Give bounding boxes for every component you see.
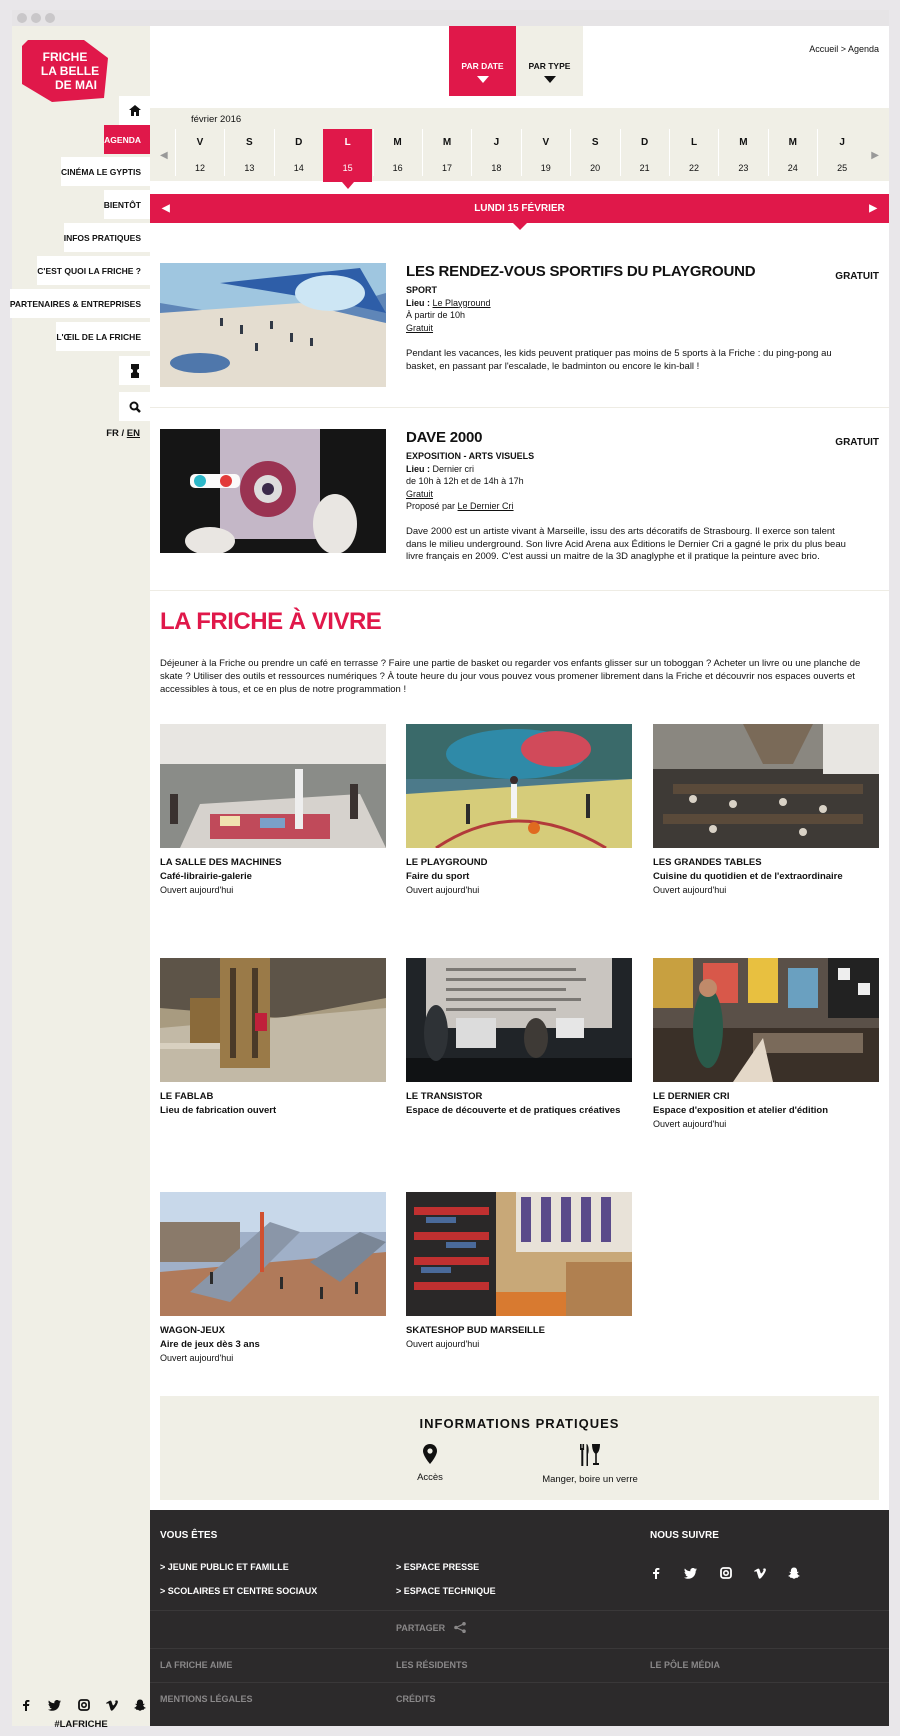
place-name[interactable]: LES GRANDES TABLES (653, 857, 762, 868)
footer-divider (150, 1648, 889, 1649)
place-subtitle: Aire de jeux dès 3 ans (160, 1339, 260, 1350)
vimeo-icon[interactable] (754, 1566, 766, 1584)
event-title[interactable]: LES RENDEZ-VOUS SPORTIFS DU PLAYGROUND (406, 263, 756, 280)
calendar-day-number: 12 (194, 163, 205, 173)
event-title[interactable]: DAVE 2000 (406, 429, 483, 446)
calendar-day[interactable] (817, 129, 866, 176)
calendar-day[interactable] (768, 129, 817, 176)
calendar-day-letter: M (739, 137, 748, 148)
event-time: de 10h à 12h et de 14h à 17h (406, 476, 524, 486)
divider (150, 590, 889, 591)
calendar-day-letter: V (196, 137, 204, 148)
calendar-day[interactable] (175, 129, 224, 176)
event-free-link[interactable]: Gratuit (406, 488, 434, 499)
section-title: LA FRICHE À VIVRE (160, 608, 382, 635)
share-label: PARTAGER (396, 1623, 446, 1633)
event-free-link[interactable]: Gratuit (406, 322, 434, 333)
calendar-day-letter: M (788, 137, 797, 148)
place-status: Ouvert aujourd'hui (160, 1353, 234, 1363)
place-image[interactable] (653, 958, 879, 1082)
sidebar-item-agenda[interactable]: AGENDA (104, 125, 150, 154)
place-card[interactable] (653, 724, 879, 895)
place-status: Ouvert aujourd'hui (160, 885, 234, 895)
calendar-day-number: 18 (491, 163, 502, 173)
logo[interactable] (22, 40, 108, 102)
place-subtitle: Cuisine du quotidien et de l'extraordinaire (653, 871, 843, 882)
info-title: INFORMATIONS PRATIQUES (419, 1416, 620, 1431)
event-meta (406, 284, 491, 334)
place-name[interactable]: LE TRANSISTOR (406, 1091, 483, 1102)
calendar-day-number: 25 (837, 163, 848, 173)
place-subtitle: Café-librairie-galerie (160, 871, 252, 882)
calendar-day-number: 14 (293, 163, 304, 173)
calendar-day[interactable] (373, 129, 422, 176)
calendar-day-letter: M (393, 137, 402, 148)
twitter-icon[interactable] (684, 1566, 697, 1584)
sidebar-item-oeil[interactable]: L'ŒIL DE LA FRICHE (56, 322, 150, 351)
calendar-day-number: 20 (590, 163, 601, 173)
place-name[interactable]: SKATESHOP BUD MARSEILLE (406, 1325, 545, 1336)
calendar-day[interactable] (669, 129, 718, 176)
footer-divider (150, 1682, 889, 1683)
place-name[interactable]: LA SALLE DES MACHINES (160, 857, 282, 868)
instagram-icon[interactable] (78, 1698, 90, 1716)
footer-link-presse[interactable]: > ESPACE PRESSE (396, 1562, 480, 1572)
selected-day-bar (150, 194, 889, 223)
place-subtitle: Espace d'exposition et atelier d'édition (653, 1105, 829, 1116)
place-image[interactable] (406, 1192, 632, 1316)
footer-link-mentions[interactable]: MENTIONS LÉGALES (160, 1694, 253, 1704)
logo-line2: LA BELLE (40, 64, 100, 78)
footer-link-scolaires[interactable]: > SCOLAIRES ET CENTRE SOCIAUX (160, 1586, 318, 1596)
calendar-day[interactable] (620, 129, 669, 176)
place-image[interactable] (653, 724, 879, 848)
calendar-day[interactable] (224, 129, 273, 176)
calendar-day-letter: L (690, 137, 698, 148)
vimeo-icon[interactable] (106, 1698, 118, 1716)
ticket-button[interactable] (119, 356, 150, 385)
calendar-day-letter: L (344, 137, 351, 148)
calendar-day[interactable] (323, 129, 372, 182)
place-card[interactable] (406, 724, 632, 895)
divider (150, 407, 889, 408)
calendar-day-number: 24 (787, 163, 798, 173)
day-prev-icon[interactable]: ◀ (162, 203, 170, 214)
window-chrome (12, 10, 889, 26)
event-description: Dave 2000 est un artiste vivant à Marseille, issu des arts décoratifs de Strasbourg. Il exerce son talent dans le milieu underground. Son livre Acid Arena aux Éditions le Dernier Cri a gagné le prix du plus beau livre français en 2009. C'est aussi un maitre de la 3D anaglyphe et il pratique la peinture avec brio. (406, 526, 846, 562)
place-card[interactable] (160, 1192, 386, 1363)
sidebar (9, 26, 150, 1730)
event-price: GRATUIT (835, 437, 879, 448)
manger-label: Manger, boire un verre (542, 1474, 638, 1485)
info-box (160, 1396, 879, 1500)
search-icon (129, 401, 141, 413)
calendar-day[interactable] (422, 129, 471, 176)
calendar-day-number: 17 (441, 163, 452, 173)
sidebar-item-bientot[interactable]: BIENTÔT (104, 190, 150, 219)
calendar-prev-icon[interactable]: ◀ (160, 150, 168, 161)
logo-line3: DE MAI (55, 78, 97, 92)
lang-sep: / (118, 428, 127, 439)
event-category: EXPOSITION - ARTS VISUELS (406, 451, 535, 461)
main-content (150, 26, 889, 1726)
hashtag[interactable]: #LAFRICHE (54, 1719, 108, 1730)
calendar-month: février 2016 (191, 114, 242, 125)
calendar-day-letter: D (640, 137, 649, 148)
share-icon (454, 1622, 466, 1633)
breadcrumb[interactable]: Accueil > Agenda (809, 44, 879, 54)
place-status: Ouvert aujourd'hui (406, 1339, 480, 1349)
place-name[interactable]: LE FABLAB (160, 1091, 214, 1102)
selected-day-label: LUNDI 15 FÉVRIER (474, 203, 565, 214)
chevron-down-icon (544, 76, 556, 83)
footer-link-technique[interactable]: > ESPACE TECHNIQUE (396, 1586, 496, 1596)
lieu-label: Lieu : (406, 463, 433, 474)
location-pin-icon (423, 1444, 437, 1464)
event-time: À partir de 10h (406, 310, 466, 320)
place-subtitle: Faire du sport (406, 871, 470, 882)
event-proposed-link[interactable]: Le Dernier Cri (457, 501, 514, 511)
acces-label: Accès (417, 1472, 443, 1483)
place-image[interactable] (160, 724, 386, 848)
calendar-day-letter: V (542, 137, 550, 148)
event-image-dave2000[interactable] (160, 429, 386, 553)
minimize-dot[interactable] (31, 13, 41, 23)
close-dot[interactable] (17, 13, 27, 23)
calendar-day-number: 13 (244, 163, 255, 173)
event-meta (406, 450, 534, 513)
calendar-strip (150, 108, 889, 181)
event-description: Pendant les vacances, les kids peuvent pratiquer pas moins de 5 sports à la Friche : du ping-pong au basket, en passant par l'escalade, le badminton ou encore le kin-ball ! (406, 348, 832, 372)
place-card[interactable] (160, 724, 386, 895)
snapchat-icon[interactable] (134, 1698, 146, 1716)
footer-link-jeune[interactable]: > JEUNE PUBLIC ET FAMILLE (160, 1562, 289, 1572)
language-switch (106, 428, 140, 439)
section-intro: Déjeuner à la Friche ou prendre un café en terrasse ? Faire une partie de basket ou regarder vos enfants glisser sur un toboggan ? Acheter un livre ou une planche de skate ? Utiliser des outils et ressources numériques ? À toute heure du jour vous pouvez vous promener librement dans la Friche et découvrir nos espaces ouverts et accessibles à tous, et ce en plus de notre programmation ! (160, 658, 861, 695)
place-card[interactable] (160, 958, 386, 1119)
footer-nous-suivre: NOUS SUIVRE (650, 1530, 719, 1541)
calendar-day[interactable] (521, 129, 570, 176)
logo-line1: FRICHE (42, 50, 88, 64)
filter-type-label: PAR TYPE (528, 61, 571, 71)
place-image[interactable] (160, 1192, 386, 1316)
day-next-icon[interactable]: ▶ (869, 203, 877, 214)
event-image-playground[interactable] (160, 263, 386, 387)
cutlery-glass-icon (578, 1444, 602, 1466)
calendar-day[interactable] (570, 129, 619, 176)
footer-link-credits[interactable]: CRÉDITS (396, 1694, 436, 1704)
place-status: Ouvert aujourd'hui (406, 885, 480, 895)
place-name[interactable]: LE DERNIER CRI (653, 1091, 730, 1102)
calendar-day-letter: D (295, 137, 303, 148)
place-card[interactable] (406, 958, 632, 1119)
search-button[interactable] (119, 392, 150, 421)
footer-link-residents[interactable]: LES RÉSIDENTS (396, 1660, 468, 1670)
facebook-icon[interactable] (650, 1566, 662, 1584)
browser-window (9, 10, 889, 1730)
calendar-day-number: 23 (738, 163, 749, 173)
place-name[interactable]: WAGON-JEUX (160, 1325, 225, 1336)
chevron-down-icon (477, 76, 489, 83)
sidebar-item-quoi[interactable]: C'EST QUOI LA FRICHE ? (37, 256, 150, 285)
calendar-day-letter: J (493, 137, 500, 148)
event-category: SPORT (406, 285, 438, 295)
instagram-icon[interactable] (720, 1566, 732, 1584)
calendar-day-letter: S (246, 137, 253, 148)
share-button[interactable] (396, 1622, 466, 1633)
event-price: GRATUIT (835, 271, 879, 282)
calendar-day-number: 22 (688, 163, 699, 173)
place-subtitle: Lieu de fabrication ouvert (160, 1105, 277, 1116)
calendar-day-number: 16 (392, 163, 403, 173)
facebook-icon[interactable] (20, 1698, 32, 1716)
home-button[interactable] (119, 96, 150, 125)
footer-link-aime[interactable]: LA FRICHE AIME (160, 1660, 233, 1670)
calendar-day-number: 15 (342, 163, 353, 173)
proposed-label: Proposé par (406, 501, 458, 511)
filter-date-label: PAR DATE (461, 61, 504, 71)
place-status: Ouvert aujourd'hui (653, 885, 727, 895)
filter-par-type[interactable] (516, 26, 583, 96)
lieu-label: Lieu : (406, 297, 433, 308)
calendar-day-number: 21 (639, 163, 650, 173)
acces-link[interactable] (400, 1444, 460, 1483)
calendar-day-letter: J (839, 137, 845, 148)
lang-fr[interactable]: FR (106, 428, 119, 439)
place-card[interactable] (406, 1192, 632, 1349)
calendar-day-letter: S (591, 137, 599, 148)
footer-vous-etes: VOUS ÊTES (160, 1530, 218, 1541)
lang-en[interactable]: EN (126, 428, 140, 439)
calendar-day-letter: M (442, 137, 452, 148)
twitter-icon[interactable] (48, 1698, 61, 1716)
filter-par-date[interactable] (449, 26, 516, 96)
snapchat-icon[interactable] (788, 1566, 800, 1584)
sidebar-social (18, 1698, 148, 1716)
event-lieu-link[interactable]: Le Playground (432, 297, 491, 308)
sidebar-item-partenaires[interactable]: PARTENAIRES & ENTREPRISES (10, 289, 150, 318)
footer-social (650, 1566, 800, 1584)
footer-divider (150, 1610, 889, 1611)
manger-link[interactable] (530, 1444, 650, 1485)
event-lieu: Dernier cri (432, 463, 475, 474)
place-subtitle: Espace de découverte et de pratiques créatives (406, 1105, 621, 1116)
place-status: Ouvert aujourd'hui (653, 1119, 727, 1129)
ticket-icon (131, 364, 139, 378)
sidebar-item-infos[interactable]: INFOS PRATIQUES (64, 223, 150, 252)
footer (150, 1510, 889, 1726)
sidebar-item-cinema[interactable]: CINÉMA LE GYPTIS (61, 157, 150, 186)
home-icon (129, 105, 141, 116)
calendar-day-number: 19 (540, 163, 551, 173)
calendar-day[interactable] (718, 129, 767, 176)
place-image[interactable] (160, 958, 386, 1082)
calendar-day[interactable] (471, 129, 520, 176)
footer-link-pole[interactable]: LE PÔLE MÉDIA (650, 1660, 721, 1670)
place-card[interactable] (653, 958, 879, 1129)
calendar-next-icon[interactable]: ▶ (871, 150, 879, 161)
place-image[interactable] (406, 958, 632, 1082)
place-image[interactable] (406, 724, 632, 848)
zoom-dot[interactable] (45, 13, 55, 23)
calendar-day[interactable] (274, 129, 323, 176)
place-name[interactable]: LE PLAYGROUND (406, 857, 488, 868)
